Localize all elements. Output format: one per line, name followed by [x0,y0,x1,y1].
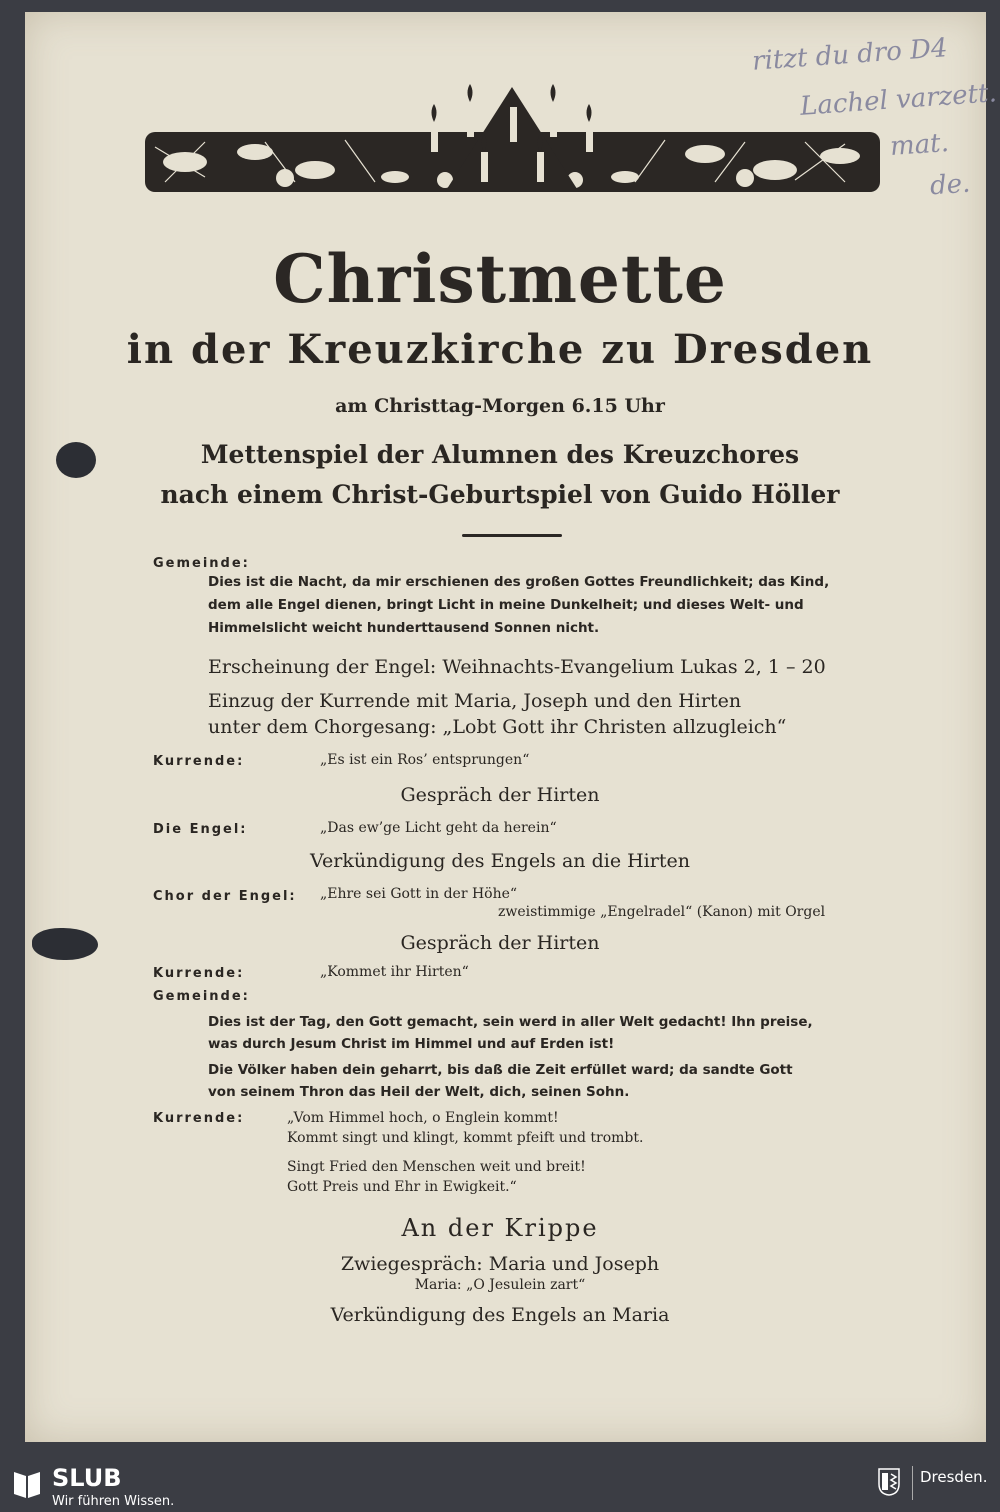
document-subtitle: in der Kreuzkirche zu Dresden [126,326,874,373]
footer-divider [912,1466,913,1500]
program-item: Gespräch der Hirten [400,784,600,806]
speaker-label: Die Engel: [153,822,248,837]
verse-line: Kommt singt und klingt, kommt pfeift und trombt. [287,1130,644,1146]
verse-line: Dies ist der Tag, den Gott gemacht, sein werd in aller Welt gedacht! Ihn preise, [208,1014,813,1030]
speaker-label: Gemeinde: [153,989,250,1004]
dresden-logo[interactable]: Dresden. [920,1468,988,1486]
service-time: am Christtag-Morgen 6.15 Uhr [335,395,665,417]
coat-of-arms-icon [878,1468,900,1496]
handwritten-note-line: Lachel varzett. [799,78,998,122]
program-item: Verkündigung des Engels an Maria [330,1304,670,1326]
handwritten-note-line: de. [929,168,972,202]
program-item: Erscheinung der Engel: Weihnachts-Evangelium Lukas 2, 1 – 20 [208,656,826,678]
verse-line: von seinem Thron das Heil der Welt, dich, seinen Sohn. [208,1084,630,1100]
footer-bar [0,1462,1000,1512]
play-description: Mettenspiel der Alumnen des Kreuzchores [200,440,800,469]
program-item: Verkündigung des Engels an die Hirten [310,850,690,872]
document-title: Christmette [273,240,727,318]
song-title: Maria: „O Jesulein zart“ [414,1277,586,1293]
program-item: Zwiegespräch: Maria und Joseph [340,1253,660,1275]
verse-line: Singt Fried den Menschen weit und breit! [287,1159,586,1175]
verse-line: dem alle Engel dienen, bringt Licht in meine Dunkelheit; und dieses Welt- und [208,597,804,613]
slub-logo-text[interactable]: SLUB [52,1464,122,1492]
program-item: unter dem Chorgesang: „Lobt Gott ihr Christen allzugleich“ [208,716,787,738]
section-heading: An der Krippe [401,1214,599,1242]
verse-line: Dies ist die Nacht, da mir erschienen des großen Gottes Freundlichkeit; das Kind, [208,574,830,590]
program-item: Gespräch der Hirten [400,932,600,954]
candle-garland-illustration [145,82,880,207]
speaker-label: Gemeinde: [153,556,250,571]
song-title: „Kommet ihr Hirten“ [320,964,469,980]
verse-line: Die Völker haben dein geharrt, bis daß die Zeit erfüllet ward; da sandte Gott [208,1062,793,1078]
program-item: Einzug der Kurrende mit Maria, Joseph und den Hirten [208,690,742,712]
handwritten-note-line: ritzt du dro D4 [751,33,949,77]
slub-tagline: Wir führen Wissen. [52,1494,175,1509]
verse-line: Gott Preis und Ehr in Ewigkeit.“ [287,1179,517,1195]
song-title: „Das ew’ge Licht geht da herein“ [320,820,557,836]
speaker-label: Kurrende: [153,754,245,769]
verse-line: was durch Jesum Christ im Himmel und auf Erden ist! [208,1036,615,1052]
speaker-label: Kurrende: [153,1111,245,1126]
verse-line: Himmelslicht weicht hunderttausend Sonnen nicht. [208,620,600,636]
song-detail: zweistimmige „Engelradel“ (Kanon) mit Orgel [498,904,826,920]
song-title: „Ehre sei Gott in der Höhe“ [320,886,518,902]
play-source: nach einem Christ-Geburtspiel von Guido Höller [160,480,840,509]
divider [462,534,562,537]
speaker-label: Kurrende: [153,966,245,981]
slub-logo-icon [12,1468,42,1500]
verse-line: „Vom Himmel hoch, o Englein kommt! [287,1110,559,1126]
handwritten-note-line: mat. [889,127,950,163]
song-title: „Es ist ein Ros’ entsprungen“ [320,752,530,768]
speaker-label: Chor der Engel: [153,889,297,904]
